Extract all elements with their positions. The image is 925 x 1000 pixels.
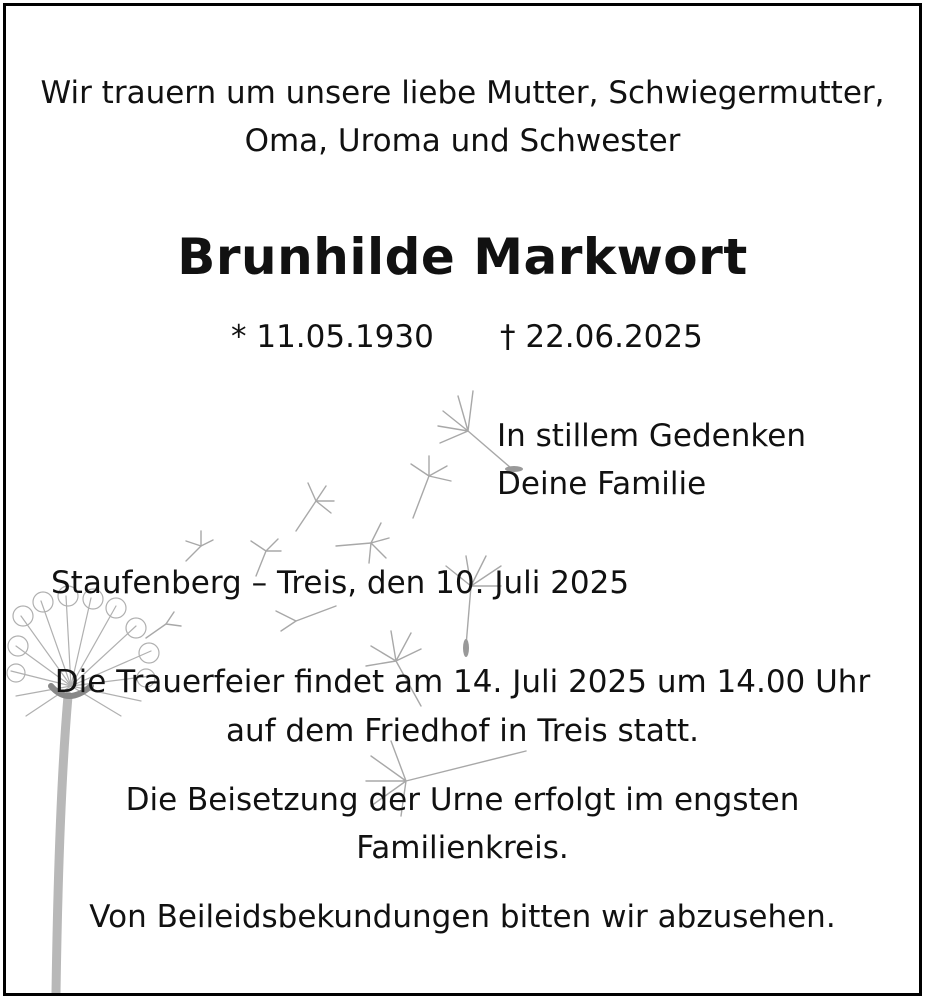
closing-line-1: In stillem Gedenken xyxy=(497,418,806,454)
place-date: Staufenberg – Treis, den 10. Juli 2025 xyxy=(51,565,630,601)
intro-line-1: Wir trauern um unsere liebe Mutter, Schwiegermutter, xyxy=(40,75,885,111)
deceased-name: Brunhilde Markwort xyxy=(177,228,748,286)
burial-line-1: Die Beisetzung der Urne erfolgt im engsten xyxy=(125,782,800,818)
burial-line-2: Familienkreis. xyxy=(356,830,569,866)
intro-line-2: Oma, Uroma und Schwester xyxy=(244,123,681,159)
condolences-note: Von Beileidsbekundungen bitten wir abzusehen. xyxy=(89,899,836,935)
intro-text xyxy=(6,69,919,165)
funeral-line-1: Die Trauerfeier findet am 14. Juli 2025 um 14.00 Uhr xyxy=(54,664,871,700)
closing-line-2: Deine Familie xyxy=(497,466,707,502)
birth-date: * 11.05.1930 xyxy=(231,319,434,355)
obituary-notice xyxy=(3,3,922,996)
death-date: † 22.06.2025 xyxy=(500,319,703,355)
funeral-line-2: auf dem Friedhof in Treis statt. xyxy=(226,713,699,749)
